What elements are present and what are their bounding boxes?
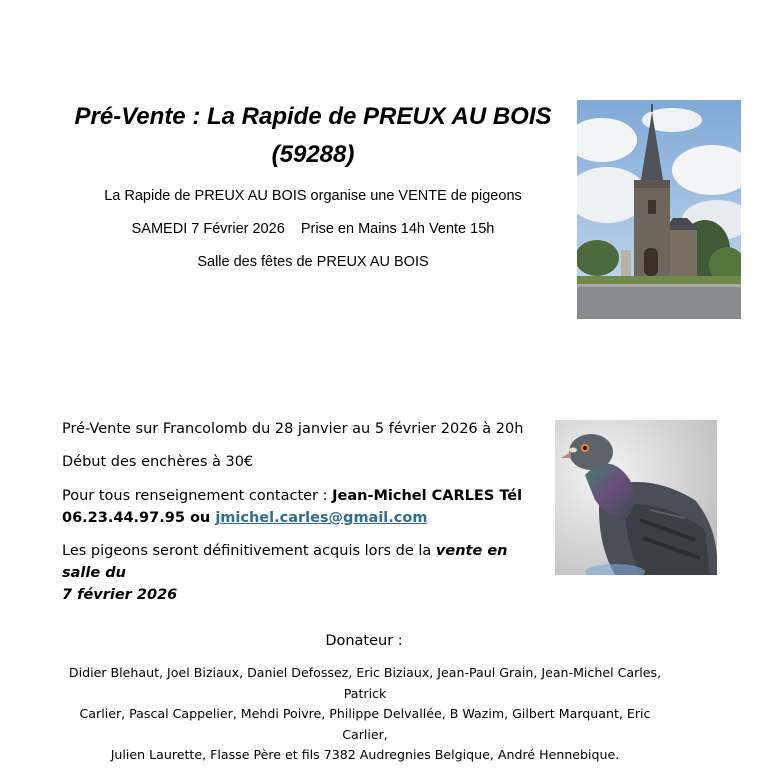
- contact-phone: 06.23.44.97.95 ou: [62, 510, 216, 526]
- contact-prefix: Pour tous renseignement contacter :: [62, 488, 333, 504]
- start-bid-text: Début des enchères à 30€: [62, 454, 254, 470]
- acquire-paragraph: [62, 540, 546, 606]
- page-title: [56, 98, 570, 174]
- contact-paragraph: [62, 485, 542, 529]
- acquire-prefix: Les pigeons seront définitivement acquis lors de la: [62, 543, 436, 559]
- donors-list: [56, 663, 674, 766]
- donors-line-3: Julien Laurette, Flasse Père et fils 7382 Audregnies Belgique, André Hennebique.: [110, 747, 620, 762]
- church-image: [577, 100, 741, 319]
- donors-title: Donateur :: [325, 633, 403, 649]
- intro-line-1: La Rapide de PREUX AU BOIS organise une VENTE de pigeons: [104, 188, 522, 204]
- title-line-2: (59288): [271, 141, 355, 168]
- acquire-emphasis-2: 7 février 2026: [62, 587, 178, 603]
- title-line-1: Pré-Vente : La Rapide de PREUX AU BOIS: [74, 103, 552, 130]
- donors-line-2: Carlier, Pascal Cappelier, Mehdi Poivre, Philippe Delvallée, B Wazim, Gilbert Marquant, Eric Carlier,: [79, 706, 651, 742]
- pigeon-image: [555, 420, 717, 575]
- intro-line-2: SAMEDI 7 Février 2026 Prise en Mains 14h Vente 15h: [131, 221, 495, 237]
- pigeon-photo: [555, 420, 717, 575]
- intro-line-3: Salle des fêtes de PREUX AU BOIS: [197, 254, 429, 270]
- presale-text: Pré-Vente sur Francolomb du 28 janvier au 5 février 2026 à 20h: [62, 421, 524, 437]
- contact-name: Jean-Michel CARLES Tél: [332, 488, 523, 504]
- donors-line-1: Didier Blehaut, Joel Biziaux, Daniel Defossez, Eric Biziaux, Jean-Paul Grain, Jean-Michel Carles, Patrick: [68, 665, 662, 701]
- church-photo: [577, 100, 741, 319]
- acquire-emphasis-1: vente en salle du: [62, 543, 508, 581]
- contact-email-link[interactable]: jmichel.carles@gmail.com: [215, 510, 428, 526]
